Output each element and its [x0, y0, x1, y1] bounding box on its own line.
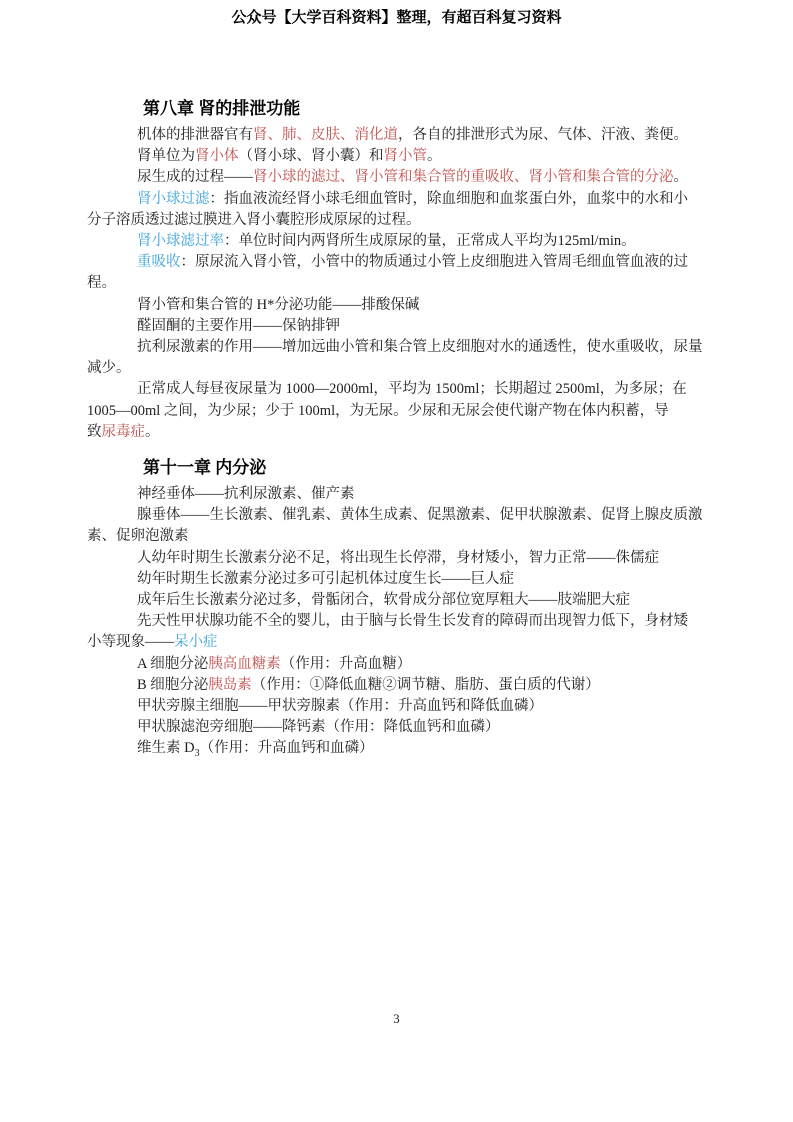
body-text: 人幼年时期生长激素分泌不足，将出现生长停滞，身材矮小，智力正常——侏儒症	[137, 549, 659, 566]
body-text: 甲状腺滤泡旁细胞——降钙素（作用：降低血钙和血磷）	[137, 719, 500, 736]
text-line	[87, 548, 727, 569]
text-line	[87, 632, 727, 653]
body-text: 分子溶质透过滤过膜进入肾小囊腔形成原尿的过程。	[87, 211, 421, 228]
body-text: ：单位时间内两肾所生成原尿的量，正常成人平均为125ml/min。	[224, 233, 636, 250]
body-text: 致	[87, 423, 102, 440]
body-text: （肾小球、肾小囊）和	[238, 148, 384, 165]
red-highlighted-text: 肾小体	[195, 148, 239, 165]
text-line	[87, 316, 727, 337]
text-line	[87, 526, 727, 547]
text-line	[87, 569, 727, 590]
body-text: ：指血液流经肾小球毛细血管时，除血细胞和血浆蛋白外，血浆中的水和小	[209, 190, 688, 207]
body-text: ：原尿流入肾小管，小管中的物质通过小管上皮细胞进入管周毛细血管血液的过	[180, 254, 688, 271]
text-line	[87, 590, 727, 611]
text-line	[87, 611, 727, 632]
body-text: B 细胞分泌	[137, 676, 209, 693]
body-text: 正常成人每昼夜尿量为 1000—2000ml，平均为 1500ml；长期超过 2500ml，为多尿；在	[137, 381, 687, 398]
body-text: 。	[427, 148, 442, 165]
text-line	[87, 422, 727, 443]
body-text: 醛固酮的主要作用——保钠排钾	[137, 317, 340, 334]
text-line	[87, 210, 727, 231]
text-line	[87, 252, 727, 273]
body-text: （作用：①降低血糖②调节糖、脂肪、蛋白质的代谢）	[251, 676, 600, 693]
body-text: 幼年时期生长激素分泌过多可引起机体过度生长——巨人症	[137, 570, 514, 587]
body-text: 神经垂体——抗利尿激素、催产素	[137, 486, 355, 503]
body-text: 3	[194, 748, 200, 760]
body-text: 程。	[87, 275, 116, 292]
blue-highlighted-text: 肾小球过滤	[137, 190, 210, 207]
body-text: 肾小管和集合管的 H*分泌功能——排酸保碱	[137, 296, 420, 313]
text-line	[87, 273, 727, 294]
text-line	[87, 167, 727, 188]
blue-highlighted-text: 呆小症	[174, 634, 218, 651]
body-text: ，各自的排泄形式为尿、气体、汗液、粪便。	[398, 127, 688, 143]
body-text: 肾单位为	[137, 148, 195, 165]
body-text: 机体的排泄器官有	[137, 127, 253, 143]
document-body	[87, 96, 727, 765]
body-text: 1005—00ml 之间，为少尿；少于 100ml，为无尿。少尿和无尿会使代谢产物在体内积蓄，导	[87, 402, 669, 419]
text-line	[87, 717, 727, 738]
body-text: 小等现象——	[87, 634, 174, 651]
text-line	[87, 379, 727, 400]
text-line	[87, 125, 727, 146]
section-heading: 第十一章 内分泌	[143, 458, 267, 478]
text-line	[87, 401, 727, 422]
body-text: 。	[673, 169, 688, 186]
text-line	[87, 675, 727, 696]
red-highlighted-text: 肾小球的滤过、肾小管和集合管的重吸收、肾小管和集合管的分泌	[253, 169, 674, 186]
red-highlighted-text: 肾、肺、皮肤、消化道	[253, 127, 398, 143]
text-line	[87, 505, 727, 526]
text-line	[87, 231, 727, 252]
body-text: 成年后生长激素分泌过多，骨骺闭合，软骨成分部位宽厚粗大——肢端肥大症	[137, 592, 630, 609]
red-highlighted-text: 胰高血糖素	[208, 655, 281, 672]
body-text: A 细胞分泌	[137, 655, 209, 672]
section-heading: 第八章 肾的排泄功能	[143, 99, 301, 118]
text-line	[87, 146, 727, 167]
blue-highlighted-text: 重吸收	[137, 254, 181, 271]
text-line	[87, 654, 727, 675]
page-number: 3	[393, 1012, 400, 1026]
body-text: （作用：升高血糖）	[280, 655, 412, 672]
text-line	[87, 295, 727, 316]
body-text: 素、促卵泡激素	[87, 528, 189, 545]
text-line	[87, 738, 727, 764]
body-text: 甲状旁腺主细胞——甲状旁腺素（作用：升高血钙和降低血磷）	[137, 698, 543, 715]
blank-line	[87, 443, 727, 455]
body-text: 减少。	[87, 360, 131, 377]
body-text: 腺垂体——生长激素、催乳素、黄体生成素、促黑激素、促甲状腺激素、促肾上腺皮质激	[137, 507, 703, 524]
text-line	[87, 484, 727, 505]
body-text: 。	[145, 423, 160, 440]
red-highlighted-text: 胰岛素	[208, 676, 252, 693]
page-header: 公众号【大学百科资料】整理，有超百科复习资料	[231, 10, 562, 26]
text-line	[87, 189, 727, 210]
text-line	[87, 337, 727, 358]
text-line	[87, 358, 727, 379]
blue-highlighted-text: 肾小球滤过率	[137, 233, 224, 250]
body-text: 先天性甲状腺功能不全的婴儿，由于脑与长骨生长发育的障碍而出现智力低下，身材矮	[137, 613, 688, 630]
body-text: 尿生成的过程——	[137, 169, 253, 186]
red-highlighted-text: 尿毒症	[101, 423, 145, 440]
body-text: 维生素 D	[137, 740, 195, 757]
body-text: 抗利尿激素的作用——增加远曲小管和集合管上皮细胞对水的通透性，使水重吸收，尿量	[137, 339, 703, 356]
body-text: （作用：升高血钙和血磷）	[199, 740, 374, 757]
red-highlighted-text: 肾小管	[383, 148, 427, 165]
text-line	[87, 696, 727, 717]
